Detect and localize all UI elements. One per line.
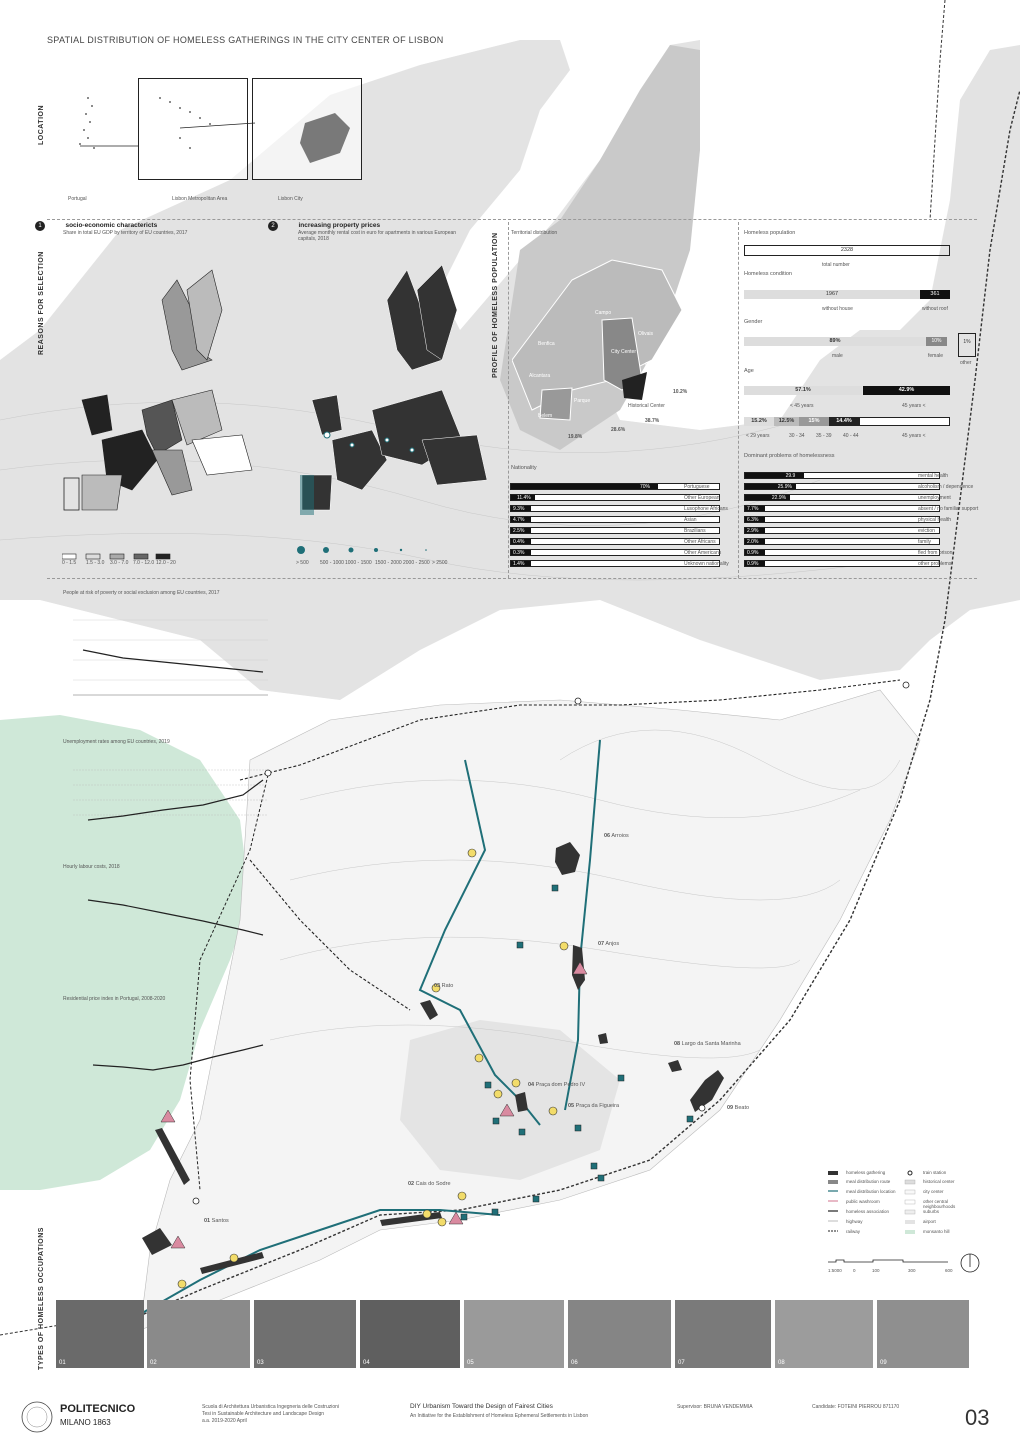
legend-airport: airport bbox=[923, 1219, 936, 1224]
population-title: Homeless population bbox=[744, 230, 796, 236]
europe-map-rent bbox=[292, 250, 492, 520]
gdp-legend-3: 7.0 - 12.0 bbox=[133, 560, 155, 566]
rent-legend-3: 1500 - 2000 bbox=[375, 560, 402, 566]
problem-bar bbox=[744, 560, 940, 567]
location-label-city: Lisbon City bbox=[278, 196, 303, 202]
problems-title: Dominant problems of homelessness bbox=[744, 453, 835, 459]
problem-bar-label: unemployment bbox=[918, 495, 951, 501]
site-02-name: Cais do Sodre bbox=[415, 1181, 451, 1187]
sec2-title: increasing property prices bbox=[298, 222, 381, 229]
age-row2-label-4: 40 - 44 bbox=[843, 433, 859, 439]
gender-bar-female: 10% bbox=[926, 337, 947, 346]
scale-label-300: 300 bbox=[908, 1268, 916, 1273]
legend-homeless-gathering: homeless gathering bbox=[846, 1170, 886, 1175]
nationality-bar-label: Other Africans bbox=[684, 539, 716, 545]
age-row2-label-3: 35 - 39 bbox=[816, 433, 832, 439]
reasons-label: REASONS FOR SELECTION bbox=[38, 251, 45, 355]
site-07-number: 07 bbox=[598, 941, 605, 947]
chart-unemployment bbox=[63, 750, 273, 840]
problem-bar-value: 29.9 bbox=[785, 473, 796, 479]
nationality-bar-value: 1.4% bbox=[513, 561, 525, 567]
chart-poverty bbox=[63, 600, 273, 710]
photo-07-label: 07 bbox=[678, 1360, 685, 1366]
divider-top bbox=[47, 219, 977, 220]
site-07 bbox=[598, 941, 619, 947]
age-row1-label-2: 45 years < bbox=[902, 403, 926, 409]
politecnico-seal-icon bbox=[20, 1400, 54, 1434]
site-08-name: Largo da Santa Marinha bbox=[681, 1041, 741, 1047]
nationality-bar-value: 0.4% bbox=[513, 539, 525, 545]
profile-label: PROFILE OF HOMELESS POPULATION bbox=[492, 232, 499, 378]
north-arrow-icon bbox=[960, 1253, 980, 1273]
problem-bar-value: 6.3% bbox=[747, 517, 759, 523]
problem-bar bbox=[744, 472, 940, 479]
site-03 bbox=[434, 983, 453, 989]
legend-meal-location: meal distribution location bbox=[846, 1189, 896, 1194]
photo-05 bbox=[464, 1300, 564, 1368]
territorial-area-campo: Campo bbox=[595, 310, 612, 316]
site-08 bbox=[674, 1041, 741, 1047]
gdp-legend-4: 12.0 - 20 bbox=[156, 560, 176, 566]
nationality-bar-label: Lusophone Africans bbox=[684, 506, 728, 512]
legend-meal-route: meal distribution route bbox=[846, 1179, 891, 1184]
legend-association: homeless association bbox=[846, 1209, 890, 1214]
photo-03 bbox=[254, 1300, 356, 1368]
territorial-area-olivais: Olivais bbox=[638, 331, 654, 337]
divider-mid bbox=[47, 578, 977, 579]
gender-label-male: male bbox=[832, 353, 843, 359]
territorial-value-4: 19.8% bbox=[568, 434, 583, 440]
problem-bar bbox=[744, 549, 940, 556]
chart-title-poverty: People at risk of poverty or social exclusion among EU countries, 2017 bbox=[63, 590, 220, 596]
problem-bar-value: 2.0% bbox=[747, 539, 759, 545]
site-06-name: Arroios bbox=[611, 833, 629, 839]
sec1-number: 1 bbox=[35, 221, 45, 231]
photo-04-label: 04 bbox=[363, 1360, 370, 1366]
gdp-legend-2: 3.0 - 7.0 bbox=[110, 560, 129, 566]
site-06 bbox=[604, 833, 629, 839]
site-05-name: Praça da Figueira bbox=[575, 1103, 620, 1109]
nationality-title: Nationality bbox=[511, 465, 537, 471]
sec2-number: 2 bbox=[268, 221, 278, 231]
map-legend bbox=[828, 1170, 978, 1242]
footer-supervisor: Supervisor: BRUNA VENDEMMIA bbox=[677, 1404, 753, 1410]
condition-bar-1: 1967 bbox=[744, 290, 920, 299]
sec2-subtitle: Average monthly rental cost in euro for apartments in various European capitals, 2018 bbox=[298, 230, 457, 242]
territorial-area-city-center: City Center bbox=[611, 349, 637, 355]
scale-label-100: 100 bbox=[872, 1268, 880, 1273]
problem-bar bbox=[744, 538, 940, 545]
legend-other-neighbourhoods: other central neighbourhoods bbox=[923, 1199, 956, 1209]
problem-bar bbox=[744, 483, 940, 490]
gender-label-other: other bbox=[960, 360, 972, 366]
rent-legend-5: > 2500 bbox=[432, 560, 448, 566]
problem-bar-label: fled from prison bbox=[918, 550, 953, 556]
photo-06-label: 06 bbox=[571, 1360, 578, 1366]
condition-title: Homeless condition bbox=[744, 271, 792, 277]
age-row1-label-1: < 45 years bbox=[790, 403, 814, 409]
rent-legend bbox=[296, 544, 456, 556]
gender-bar-male: 89% bbox=[744, 337, 926, 346]
rent-legend-4: 2000 - 2500 bbox=[403, 560, 430, 566]
nationality-bar-value: 70% bbox=[640, 484, 651, 490]
nationality-bar-value: 4.7% bbox=[513, 517, 525, 523]
territorial-area-belem: Belem bbox=[538, 413, 553, 419]
footer-candidate: Candidate: FOTEINI PIERROU 871170 bbox=[812, 1404, 900, 1410]
site-04-name: Praça dom Pedro IV bbox=[535, 1082, 586, 1088]
gdp-legend-0: 0 - 1.5 bbox=[62, 560, 77, 566]
location-dot-maps bbox=[60, 78, 360, 178]
types-label: TYPES OF HOMELESS OCCUPATIONS bbox=[38, 1227, 45, 1370]
site-09-number: 09 bbox=[727, 1105, 734, 1111]
photo-06 bbox=[568, 1300, 671, 1368]
territorial-value-3: 38.7% bbox=[645, 418, 660, 424]
photo-08 bbox=[775, 1300, 873, 1368]
site-04 bbox=[528, 1082, 585, 1088]
nationality-bar-value: 9.3% bbox=[513, 506, 525, 512]
age-bar-e bbox=[859, 417, 950, 426]
site-06-number: 06 bbox=[604, 833, 611, 839]
territorial-area-benfica: Benfica bbox=[538, 341, 555, 347]
photo-07 bbox=[675, 1300, 771, 1368]
location-label-portugal: Portugal bbox=[68, 196, 87, 202]
photo-01 bbox=[56, 1300, 144, 1368]
age-bar-under45: 57.1% bbox=[744, 386, 862, 395]
site-03-number: 03 bbox=[434, 983, 441, 989]
footer-project-sub: An Initiative for the Establishment of Homeless Ephemeral Settlements in Lisbon bbox=[410, 1413, 589, 1419]
problem-bar-label: eviction bbox=[918, 528, 935, 534]
problem-bar-label: alcoholism / dependence bbox=[918, 484, 974, 490]
territorial-area-historical: Historical Center bbox=[628, 403, 665, 409]
nationality-bar-value: 11.4% bbox=[516, 495, 531, 501]
age-row2-label-5: 45 years < bbox=[902, 433, 926, 439]
site-05 bbox=[568, 1103, 619, 1109]
photo-08-label: 08 bbox=[778, 1360, 785, 1366]
site-05-number: 05 bbox=[568, 1103, 575, 1109]
condition-bar-2: 361 bbox=[920, 290, 950, 299]
nationality-bar-label: Portuguese bbox=[684, 484, 710, 490]
sec1-subtitle: Share in total EU GDP by territory of EU countries, 2017 bbox=[63, 230, 188, 236]
age-bar-over45: 42.9% bbox=[863, 386, 950, 395]
logo-main: POLITECNICO bbox=[60, 1403, 136, 1415]
site-08-number: 08 bbox=[674, 1041, 681, 1047]
territorial-area-alcantara: Alcantara bbox=[529, 373, 551, 379]
age-row2-label-1: < 29 years bbox=[746, 433, 770, 439]
problem-bar-label: absent / no familiar support bbox=[918, 506, 979, 512]
nationality-bar-label: Unknown nationality bbox=[684, 561, 729, 567]
gdp-legend-1: 1.5 - 3.0 bbox=[86, 560, 105, 566]
photo-02 bbox=[147, 1300, 250, 1368]
problem-bar-value: 2.9% bbox=[747, 528, 759, 534]
site-09-name: Beato bbox=[734, 1105, 750, 1111]
legend-suburbs: suburbs bbox=[923, 1209, 940, 1214]
gender-label-female: female bbox=[928, 353, 944, 359]
legend-train-station: train station bbox=[923, 1170, 947, 1175]
photo-02-label: 02 bbox=[150, 1360, 157, 1366]
nationality-bar-label: Asian bbox=[684, 517, 697, 523]
gender-title: Gender bbox=[744, 319, 763, 325]
chart-title-unemployment: Unemployment rates among EU countries, 2019 bbox=[63, 739, 170, 745]
condition-label-2: without roof bbox=[922, 306, 948, 312]
rent-legend-1: 500 - 1000 bbox=[320, 560, 344, 566]
rent-legend-0: > 500 bbox=[296, 560, 309, 566]
site-02 bbox=[408, 1181, 451, 1187]
territorial-value-1: 10.2% bbox=[673, 389, 688, 395]
site-07-name: Anjos bbox=[605, 941, 620, 947]
problem-bar-label: physical health bbox=[918, 517, 952, 523]
condition-label-1: without house bbox=[822, 306, 853, 312]
nationality-bar-value: 2.5% bbox=[513, 528, 525, 534]
territorial-area-parque: Parque bbox=[574, 398, 591, 404]
problem-bar-label: family bbox=[918, 539, 932, 545]
nationality-bar-value: 0.3% bbox=[513, 550, 525, 556]
problem-bar bbox=[744, 527, 940, 534]
problem-bar-label: other problems bbox=[918, 561, 952, 567]
chart-title-price: Residential price index in Portugal, 2008-2020 bbox=[63, 996, 166, 1002]
footer-year: a.a. 2019-2020 April bbox=[202, 1418, 247, 1424]
age-bar-c: 15% bbox=[799, 417, 829, 426]
scale-label-ratio: 1:5000 bbox=[828, 1268, 842, 1273]
sec1-title: socio-economic charactericts bbox=[65, 222, 158, 229]
chart-labour bbox=[63, 875, 273, 965]
legend-monsanto: monsanto hill bbox=[923, 1229, 950, 1234]
territorial-area-oriente: Oriente bbox=[645, 362, 662, 368]
photo-09 bbox=[877, 1300, 969, 1368]
problem-bar-value: 7.7% bbox=[747, 506, 759, 512]
page-title: SPATIAL DISTRIBUTION OF HOMELESS GATHERINGS IN THE CITY CENTER OF LISBON bbox=[47, 35, 444, 45]
legend-washroom: public washroom bbox=[846, 1199, 880, 1204]
scale-label-600: 600 bbox=[945, 1268, 953, 1273]
problem-bar bbox=[744, 516, 940, 523]
problem-bar-value: 0.9% bbox=[747, 550, 759, 556]
site-03-name: Rato bbox=[441, 983, 454, 989]
page-number: 03 bbox=[965, 1405, 990, 1430]
legend-railway: railway bbox=[846, 1229, 861, 1234]
site-01 bbox=[204, 1218, 229, 1224]
age-row2-label-2: 30 - 34 bbox=[789, 433, 805, 439]
legend-historical-center: historical center bbox=[923, 1179, 955, 1184]
location-label: LOCATION bbox=[38, 104, 45, 145]
population-total-label: total number bbox=[822, 262, 850, 268]
scale-label-0: 0 bbox=[853, 1268, 856, 1273]
age-title: Age bbox=[744, 368, 754, 374]
rent-legend-2: 1000 - 1500 bbox=[345, 560, 372, 566]
legend-city-center: city center bbox=[923, 1189, 944, 1194]
nationality-bar-label: Other Americans bbox=[684, 550, 722, 556]
problem-bar bbox=[744, 494, 940, 501]
problem-bar-value: 25.9% bbox=[777, 484, 792, 490]
age-bar-a: 15.2% bbox=[744, 417, 774, 426]
nationality-bar-fill bbox=[511, 484, 658, 489]
chart-price bbox=[63, 1005, 273, 1105]
age-bar-d: 14.4% bbox=[829, 417, 859, 426]
photo-09-label: 09 bbox=[880, 1360, 887, 1366]
nationality-bar-label: Brazilians bbox=[684, 528, 706, 534]
site-01-number: 01 bbox=[204, 1218, 211, 1224]
problem-bar-value: 0.9% bbox=[747, 561, 759, 567]
logo-sub: MILANO 1863 bbox=[60, 1418, 111, 1427]
photo-05-label: 05 bbox=[467, 1360, 474, 1366]
location-label-metro: Lisbon Metropolitan Area bbox=[172, 196, 228, 202]
profile-box-left bbox=[508, 222, 509, 578]
problem-bar-label: mental health bbox=[918, 473, 949, 479]
photo-03-label: 03 bbox=[257, 1360, 264, 1366]
footer-project-title: DIY Urbanism Toward the Design of Fairest Cities bbox=[410, 1403, 553, 1410]
nationality-bar-label: Other European bbox=[684, 495, 720, 501]
territorial-map bbox=[512, 240, 712, 440]
europe-map-gdp bbox=[62, 250, 262, 520]
problem-bar-value: 22.9% bbox=[771, 495, 787, 501]
photo-01-label: 01 bbox=[59, 1360, 66, 1366]
population-bar: 2328 bbox=[744, 245, 950, 256]
gender-bar-other: 1% bbox=[958, 333, 976, 357]
territorial-title: Territorial distribution bbox=[511, 230, 558, 236]
problem-bar bbox=[744, 505, 940, 512]
footer-school: Scuola di Architettura Urbanistica Ingegneria delle Costruzioni bbox=[202, 1404, 340, 1410]
site-09 bbox=[727, 1105, 749, 1111]
site-02-number: 02 bbox=[408, 1181, 415, 1187]
photo-04 bbox=[360, 1300, 460, 1368]
footer-thesis: Tesi in Sustainable Architecture and Landscape Design bbox=[202, 1411, 325, 1417]
age-bar-b: 12.5% bbox=[774, 417, 799, 426]
chart-title-labour: Hourly labour costs, 2018 bbox=[63, 864, 120, 870]
scale-bar bbox=[828, 1258, 958, 1270]
territorial-value-2: 28.6% bbox=[611, 427, 626, 433]
site-01-name: Santos bbox=[211, 1218, 229, 1224]
profile-box-mid bbox=[738, 222, 739, 578]
legend-highway: highway bbox=[846, 1219, 863, 1224]
site-04-number: 04 bbox=[528, 1082, 535, 1088]
